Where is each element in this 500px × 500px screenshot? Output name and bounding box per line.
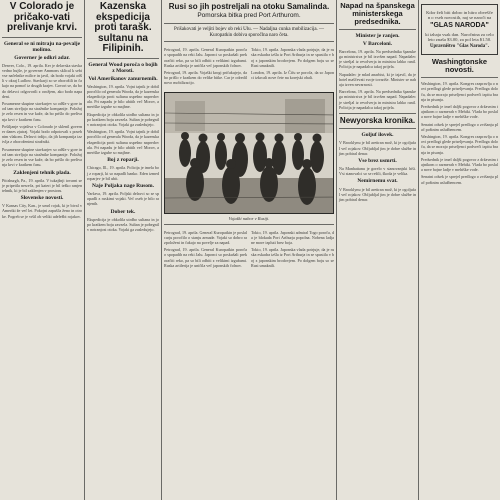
box-text: ki izhaja vsak dan. Naročnina za celo leto znaša $3.00, za pol leta $1.50. xyxy=(425,31,494,42)
headline-washington: Washingtonske novosti. xyxy=(431,57,488,75)
article-paragraph: Na Manhattanu je gorelo v stanovanjski hiši. Vsi stanovalci so se rešili, škoda je velika. xyxy=(339,166,416,177)
headline-samalinda: Rusi so jih postreljali na otoku Samalinda. xyxy=(168,2,330,11)
divider xyxy=(2,37,82,38)
subhead: Governer je odkri adar. xyxy=(14,54,70,61)
body-right-lower xyxy=(251,228,334,270)
divider xyxy=(339,128,416,129)
article-paragraph: Ekspedicija je obkolila utrdbo sultana in jo po kratkem boju zavzela. Sultan je pobegnil v notranjost otoka. Vojaki ga zasledujejo. xyxy=(87,111,159,128)
subhead: Minister je ranjen. xyxy=(355,32,400,39)
article-paragraph: Petrograd, 19. aprila. General Kuropatkin poroča o spopadih na reki Jalu. Japonci so poskušali prekoračiti reko, pa so bili odbiti z velikimi izgubami. Ruska artilerija je uničila več japonskih čolnov. xyxy=(164,47,247,68)
headline-colorado: V Colorado je pričako-vati prelivanje krvi. xyxy=(6,1,78,33)
article-paragraph: London, 19. aprila. Iz Čifu se poroča, da so Japonci izkrcali nove čete na korejski obali. xyxy=(251,70,334,81)
article-paragraph: Predsednik je imel daljši pogovor z državnim tajnikom o razmerah v Mehiki. Vlada bo poslala nove bojne ladje v mehiške vode. xyxy=(421,156,498,173)
article-paragraph: Tokio, 19. aprila. Japonska vlada potrjuje, da je ruska eskadra izšla iz Port Arthurja in se spustila v boj z japonskim brodovjem. Po dolgem boju so se Rusi umaknili. xyxy=(251,47,334,68)
article-paragraph: Washington, 19. aprila. Kongres razpravlja o novi predlogi glede priseljevanja. Predloga določa, da se morajo priseljenci podvreči izpitu branja in pisanja. xyxy=(421,81,498,102)
two-column-body-lower xyxy=(164,228,334,270)
article-paragraph: Ekspedicija je obkolila utrdbo sultana in jo po kratkem boju zavzela. Sultan je pobegnil v notranjost otoka. Vojaki ga zasledujejo. xyxy=(87,216,159,233)
divider xyxy=(164,23,334,24)
article-paragraph: Napadalec je mlad anarhist, ki je izjavil, da je hotel maščevati svoje tovariše. Minister se nahaja izven nevarnosti. xyxy=(339,71,416,87)
article-paragraph: V Kansas City, Kan., je umrl rojak, ki je bival v Ameriki že več let. Pokojni zapušča ženo in otroke. Pogreb se je vršil ob veliki udeležbi rojakov. xyxy=(2,203,82,219)
article-paragraph: Washington, 19. aprila. Vojni tajnik je dobil poročilo od generala Wooda, da je kazenska ekspedicija proti sultanu uspešno napredovala. Pri napadu je bilo ubitih več Morov, ameriške izgube so majhne. xyxy=(87,129,160,156)
subhead: Slovenske novosti. xyxy=(20,195,64,202)
article-paragraph: V Brooklynu je bil aretiran mož, ki je ogoljufal več rojakov. Obljubljal jim je dobre službe in jim pobiral denar. xyxy=(339,186,416,202)
article-paragraph: Washington, 19. aprila. Vojni tajnik je dobil poročilo od generala Wooda, da je kazenska ekspedicija proti sultanu uspešno napredovala. Pri napadu je bilo ubitih več Morov, ameriške izgube so majhne. xyxy=(87,83,160,110)
engraving-image xyxy=(165,93,334,213)
divider xyxy=(339,113,416,114)
illustration-conscription xyxy=(164,92,334,214)
headline-spain: Napad na španskega ministerskega predsednika. xyxy=(340,1,415,26)
article-paragraph: Tokio, 19. aprila. Japonski admiral Togo poroča, da je blokada Port Arthurja popolna. Nobena ladja ne more izpluti brez boja. xyxy=(251,229,334,246)
divider xyxy=(164,224,334,225)
box-signature: Upravništvo "Glas Naroda". xyxy=(430,44,489,50)
article-paragraph: Varšava, 19. aprila. Poljski delavci so se spopadli z ruskimi vojaki. Več oseb je bilo ranjenih. xyxy=(87,190,159,207)
subhead: V Barceloni. xyxy=(362,40,393,47)
column-1 xyxy=(0,0,84,500)
article-paragraph: Senatni odsek je sprejel predlogo o zvišanju plač poštnim uslužbencem. xyxy=(421,174,498,185)
headline-expedition: Kazenska ekspedicija proti tarašk. sultanu na Filipinih. xyxy=(94,1,152,54)
article-paragraph: Denver, Colo., 19. aprila. Ker je delavska stavka vedno hujše, je governer Ammons sklical k sebi vse načelnike milice in javil, da bodo vojaki odšli v okraj Ludlow. Stavkarji so se oborožili in čakajo na pomoč iz drugih krajev. Govori se, da bodo delavci odgovorili z orožjem, ako bodo napadeni. xyxy=(2,62,82,99)
divider xyxy=(87,58,159,59)
subhead: Boj z roparji. xyxy=(107,157,139,164)
subscription-box xyxy=(421,4,498,55)
article-paragraph: Barcelona, 19. aprila. Na predsednika španskega ministrstva je bil izvršen napad. Napadalec je streljal iz revolverja in ministra lahko ranil. Policija je napadalca takoj prijela. xyxy=(339,89,416,110)
article-paragraph: Posamezne skupine stavkarjev so odšle v gore in od tam streljajo na stražnike kompanije. Položaj je zelo resen in vse kaže, da bo prišlo do prelivanja krvi v kratkem času. xyxy=(2,101,82,122)
subhead: General se ni mitraju na-pevalje molimo. xyxy=(3,40,81,53)
article-paragraph: V Brooklynu je bil aretiran mož, ki je ogoljufal več rojakov. Obljubljal jim je dobre službe in jim pobiral denar. xyxy=(339,140,416,156)
column-5 xyxy=(419,0,500,500)
two-column-body xyxy=(164,45,334,87)
column-4 xyxy=(337,0,418,500)
body-right xyxy=(251,45,334,87)
subhead: Goljuf ilovek. xyxy=(361,132,394,139)
article-paragraph: Barcelona, 19. aprila. Na predsednika španskega ministrstva je bil izvršen napad. Napadalec je streljal iz revolverja in ministra lahko ranil. Policija je napadalca takoj prijela. xyxy=(339,48,416,70)
box-text: Kdor želi biti dobro in hitro obveščen o vseh novostih, naj se naroči na xyxy=(426,10,493,21)
subhead: Nemirnemu svat. xyxy=(357,178,398,185)
article-paragraph: Petrograd, 19. aprila. General Kuropatkin je poslal carju poročilo o stanju armade. Vojaki so dobro razpoloženi in čakajo na povelje za napad. xyxy=(164,229,247,246)
center-section xyxy=(162,0,336,500)
article-paragraph: Predsednik je imel daljši pogovor z državnim tajnikom o razmerah v Mehiki. Vlada bo poslala nove bojne ladje v mehiške vode. xyxy=(421,103,498,120)
article-paragraph: Washington, 19. aprila. Kongres razpravlja o novi predlogi glede priseljevanja. Predloga določa, da se morajo priseljenci podvreči izpitu branja in pisanja. xyxy=(421,134,498,155)
lead-summary: Prišakovati je veljiti bojev ob reki Ulu. — Nadaljna cunka mobilizacija. — Kuropatkin dobiva sporočlna naro četa. xyxy=(173,27,325,38)
subhead: Dober tek. xyxy=(110,208,136,215)
body-left-lower xyxy=(164,228,247,270)
box-title: "GLAS NARODA" xyxy=(430,22,489,30)
body-left xyxy=(164,45,247,87)
article-paragraph: Senatni odsek je sprejel predlogo o zvišanju plač poštnim uslužbencem. xyxy=(421,121,498,132)
article-paragraph: Petrograd, 19. aprila. Vojaški krogi pričakujejo, da bo prišlo v kratkem do velike bitke. Car je odredil novo mobilizacijo. xyxy=(164,70,247,86)
article-paragraph: Pittsburgh, Pa., 19. aprila. V tukajšnji tovarni se je pripetila nesreča, pri kateri je bil težko ranjen tehnik, ki je bil zaklenjen v prostoru. xyxy=(2,177,82,193)
subheadline-port-arthur: Pomorska bitka pred Port Arthurom. xyxy=(197,12,301,20)
subhead: General Wood poroča o bojih z Moroti. xyxy=(88,61,158,74)
subhead: Vol Amerikanov zanurnemih. xyxy=(88,75,158,82)
subhead: Zaklenjeni tehnik plada. xyxy=(13,169,71,176)
article-paragraph: Chicago, Ill., 19. aprila. Policija je imela boj z roparji, ki so napadli banko. Eden izmed roparjev je bil ubit. xyxy=(87,165,159,181)
article-paragraph: Petrograd, 19. aprila. General Kuropatkin poroča o spopadih na reki Jalu. Japonci so poskušali prekoračiti reko, pa so bili odbiti z velikimi izgubami. Ruska artilerija je uničila več japonskih čolnov. xyxy=(164,247,247,268)
subhead: Vse brez usmrti. xyxy=(358,158,397,164)
article-paragraph: Tokio, 19. aprila. Japonska vlada potrjuje, da je ruska eskadra izšla iz Port Arthurja in se spustila v boj z japonskim brodovjem. Po dolgem boju so se Rusi umaknili. xyxy=(251,247,334,268)
headline-newyork: Newyorska kronika. xyxy=(339,115,416,125)
illustration-caption: Vojaški nabor v Rusiji. xyxy=(228,215,270,221)
article-paragraph: Pošiljanje vojaštva v Colorado je sklenil governer danes zjutraj. Vojaki bodo odpotovali s posebnim vlakom. Delavci trdijo, da jih kompanija izzivlja z oboroženimi stražniki. xyxy=(2,123,82,145)
divider xyxy=(421,77,498,78)
divider xyxy=(339,29,416,30)
article-paragraph: Posamezne skupine stavkarjev so odšle v gore in od tam streljajo na stražnike kompanije. Položaj je zelo resen in vse kaže, da bo prišlo do prelivanja krvi v kratkem času. xyxy=(2,146,82,168)
subhead: Naje Poljaka nage Rusom. xyxy=(91,182,155,189)
divider xyxy=(164,41,334,42)
column-2 xyxy=(85,0,161,500)
